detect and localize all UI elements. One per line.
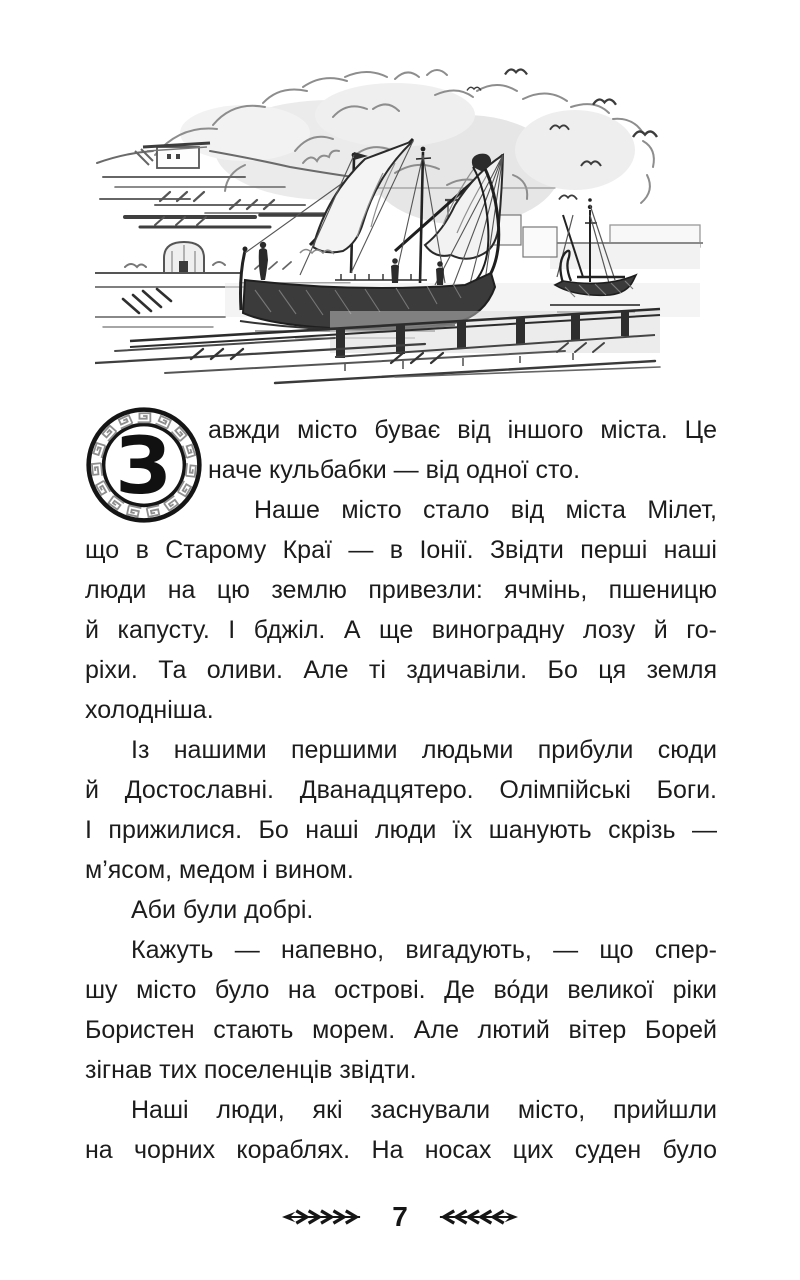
text-line: Наші люди, які заснували місто, прийшли (131, 1096, 717, 1124)
laurel-ornament-right (438, 1206, 518, 1228)
text-line: Бористен стають морем. Але лютий вітер Борей (85, 1016, 717, 1044)
body-text (85, 410, 717, 1170)
harbor-illustration (95, 55, 705, 385)
text-line: люди на цю землю привезли: ячмінь, пшеницю (85, 576, 717, 604)
text-line: ріхи. Та оливи. Але ті здичавіли. Бо ця земля (85, 656, 717, 684)
text-line: Наше місто стало від міста Мілет, (254, 496, 717, 524)
text-line: авжди місто буває від іншого міста. Це (208, 416, 717, 444)
text-line: холодніша. (85, 696, 214, 724)
harbor-illustration-svg (95, 55, 705, 385)
hill-house (135, 143, 210, 168)
text-line: м’ясом, медом і вином. (85, 856, 354, 884)
greek-meander-ring (85, 406, 203, 524)
text-line: й Достославні. Дванадцятеро. Олімпійські Боги. (85, 776, 717, 804)
dome-hut (164, 242, 204, 273)
text-line: на чорних кораблях. На носах цих суден було (85, 1136, 717, 1164)
chapter-number-dropcap (85, 406, 203, 524)
text-line: й капусту. І бджіл. А ще виноградну лозу й го- (85, 616, 717, 644)
text-line: зігнав тих поселенців звідти. (85, 1056, 417, 1084)
text-line: Із нашими першими людьми прибули сюди (131, 736, 717, 764)
text-line: І прижилися. Бо наші люди їх шанують скрізь — (85, 816, 717, 844)
page-number: 7 (392, 1201, 408, 1232)
text-line: шу місто було на острові. Де во́ди великої ріки (85, 976, 717, 1004)
page-footer (0, 1198, 800, 1236)
text-line: наче кульбабки — від одної сто. (208, 456, 581, 484)
laurel-ornament-left (282, 1206, 362, 1228)
text-line: Аби були добрі. (131, 896, 314, 924)
text-line: що в Старому Краї — в Іонії. Звідти перші наші (85, 536, 717, 564)
text-line: Кажуть — напевно, вигадують, — що спер- (131, 936, 717, 964)
dropcap-letter: З (115, 422, 171, 513)
